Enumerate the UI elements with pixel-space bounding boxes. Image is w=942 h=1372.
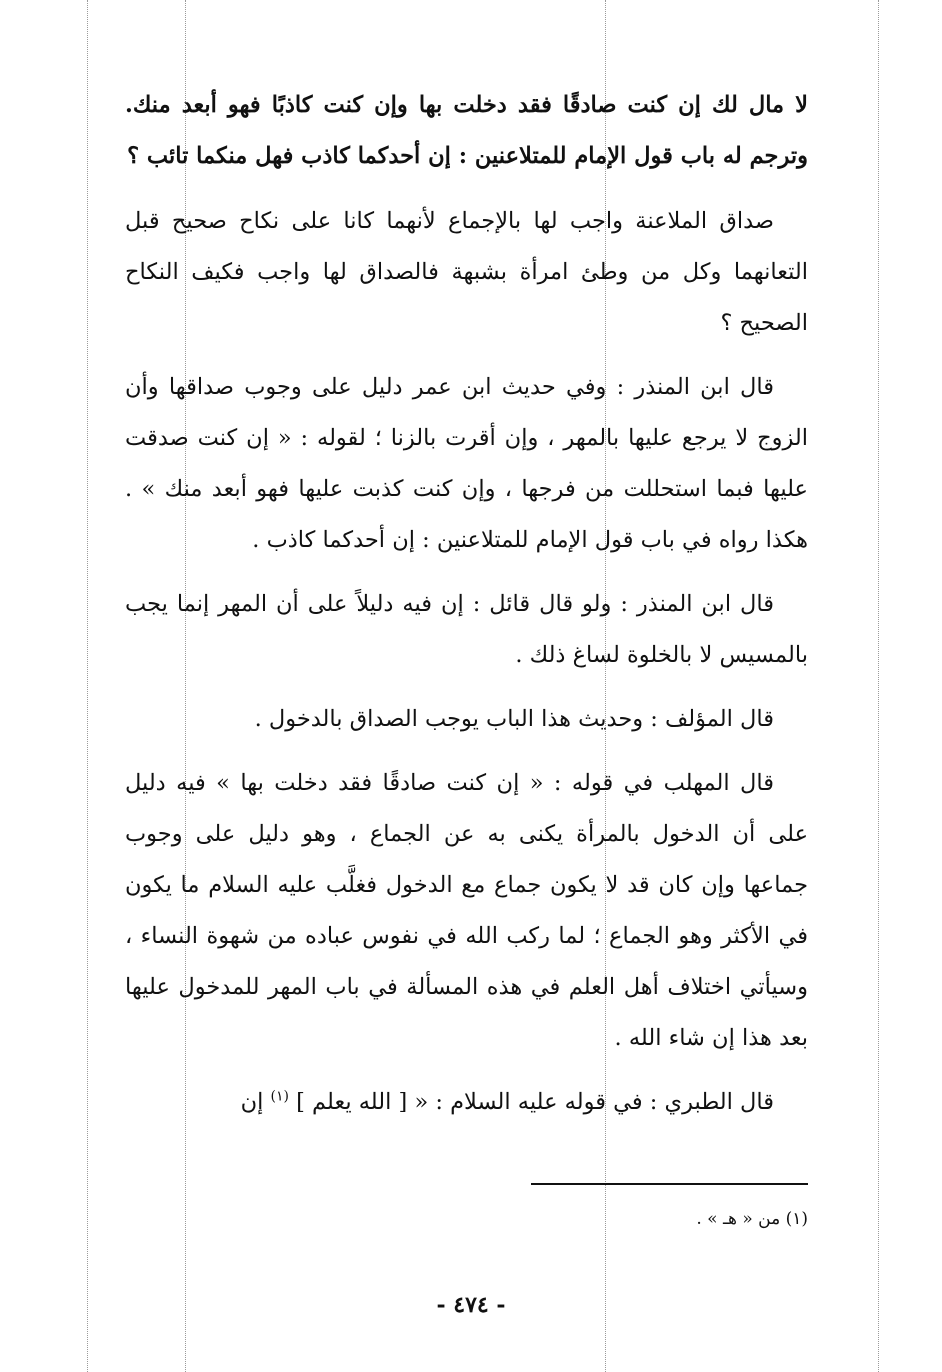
paragraph-dowry: صداق الملاعنة واجب لها بالإجماع لأنهما كانا على نكاح صحيح قبل التعانهما وكل من وطئ امرأة بشبهة فالصداق لها واجب فكيف النكاح الصحيح ؟: [125, 208, 808, 336]
paragraph-ibn-almundhir-1: قال ابن المنذر : وفي حديث ابن عمر دليل على وجوب صداقها وأن الزوج لا يرجع عليها بالمهر ، وإن أقرت بالزنا ؛ لقوله : « إن كنت صدقت عليها فبما استحللت من فرجها ، وإن كنت كذبت عليها فهو أبعد منك » . هكذا رواه في باب قول الإمام للمتلاعنين : إن أحدكما كاذب .: [125, 374, 808, 553]
header-line-1: لا مال لك إن كنت صادقًا فقد دخلت بها وإن كنت كاذبًا فهو أبعد: [181, 92, 808, 118]
paragraph-author: قال المؤلف : وحديث هذا الباب يوجب الصداق بالدخول .: [254, 706, 774, 732]
paragraph-ibn-almundhir-2: قال ابن المنذر : ولو قال قائل : إن فيه دليلاً على أن المهر إنما يجب بالمسيس لا بالخلوة لساغ ذلك .: [125, 591, 808, 668]
header-paragraph: [125, 80, 808, 182]
footnote-divider: [531, 1183, 808, 1185]
footnote-marker: (١): [270, 1088, 289, 1105]
page-body: [125, 80, 808, 1128]
tabari-text: قال الطبري : في قوله عليه السلام : « [ الله يعلم ]: [296, 1089, 774, 1115]
page-number: - ٤٧٤ -: [436, 1292, 506, 1318]
header-line-2: منك. وترجم له باب قول الإمام للمتلاعنين : إن أحدكما كاذب فهل: [125, 92, 808, 169]
paragraph-muhallab: قال المهلب في قوله : « إن كنت صادقًا فقد دخلت بها » فيه دليل على أن الدخول بالمرأة يكنى به عن الجماع ، وهو دليل على وجوب جماعها وإن كان قد لا يكون جماع مع الدخول فغلَّب عليه السلام ما يكون في الأكثر وهو الجماع ؛ لما ركب الله في نفوس عباده من شهوة النساء ، وسيأتي اختلاف أهل العلم في هذه المسألة في باب المهر للمدخول عليها بعد هذا إن شاء الله .: [125, 770, 808, 1051]
header-line-3: منكما تائب ؟: [127, 143, 248, 169]
paragraph-tabari: [125, 1077, 808, 1128]
guide-line-right: [878, 0, 879, 1372]
footnote: (١) من « هـ » .: [696, 1209, 808, 1229]
tabari-continuation: إن: [240, 1089, 264, 1115]
guide-line-left: [87, 0, 88, 1372]
